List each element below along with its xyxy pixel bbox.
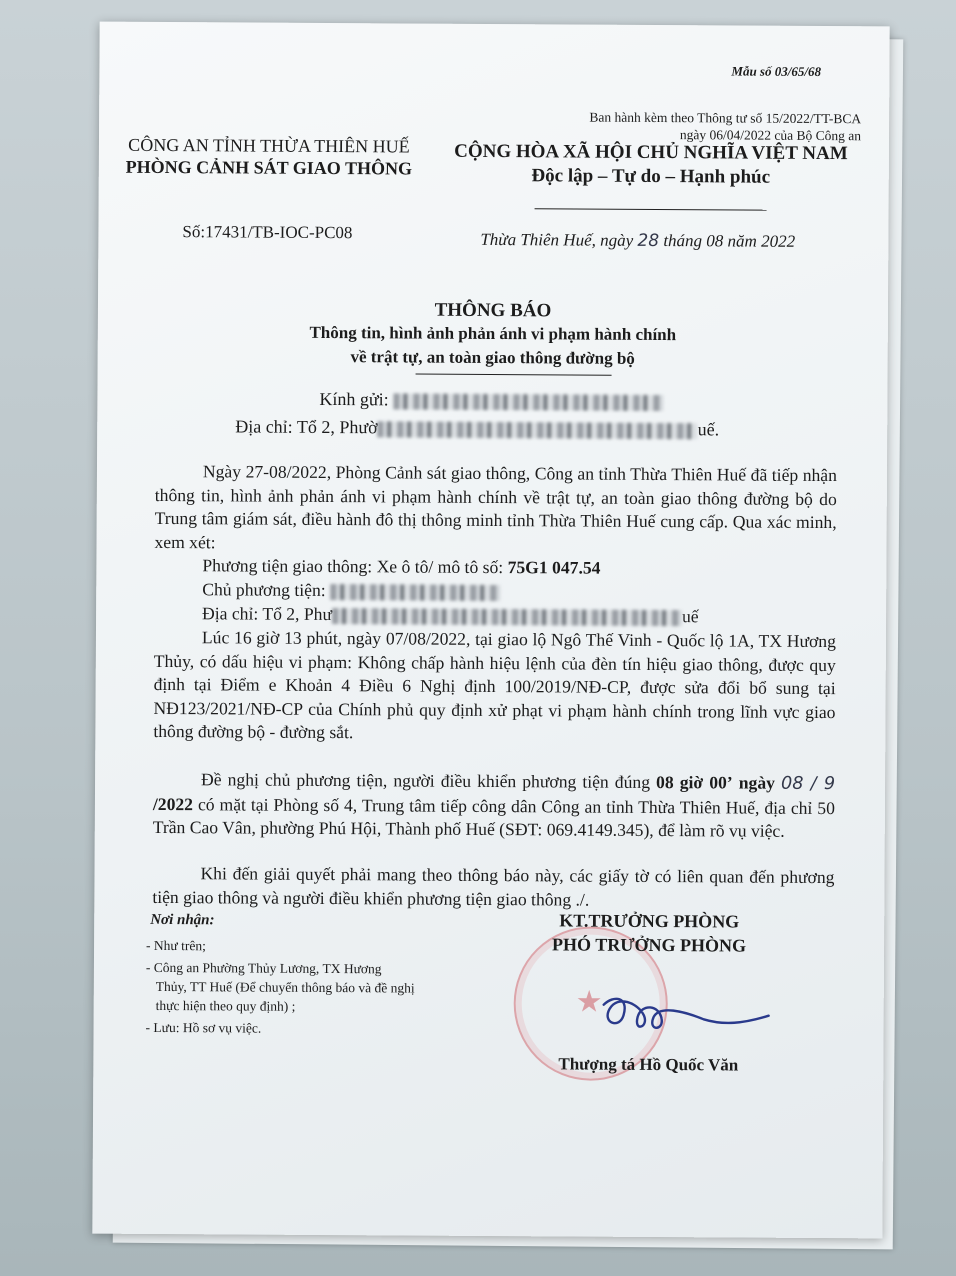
redacted-owner-name	[330, 584, 500, 601]
place-and-date	[480, 230, 795, 252]
recipient-address-line	[235, 416, 719, 440]
recipients-item-3: - Lưu: Hồ sơ vụ việc.	[145, 1019, 262, 1036]
vehicle-line	[202, 554, 600, 580]
motto-underline	[535, 208, 767, 210]
vehicle-plate: 75G1 047.54	[507, 557, 601, 578]
recipients-heading: Nơi nhận:	[150, 911, 215, 929]
form-issue-line-1: Ban hành kèm theo Thông tư số 15/2022/TT-BCA	[589, 109, 862, 127]
owner-address-label: Địa chỉ: Tổ 2, Phư	[202, 603, 333, 625]
request-day-label: ngày	[738, 772, 776, 793]
document-page	[92, 22, 889, 1239]
violation-paragraph: Lúc 16 giờ 13 phút, ngày 07/08/2022, tại giao lộ Ngô Thế Vinh - Quốc lộ 1A, TX Hương Thủy, có dấu hiệu vi phạm: Không chấp hành hiệu lệnh của đèn tín hiệu giao thông, được quy định tại Điểm e Khoản 4 Điều 6 Nghị định 100/2019/NĐ-CP, được sửa đổi bổ sung tại NĐ123/2021/NĐ-CP của Chính phủ quy định xử phạt vi phạm hành chính trong lĩnh vực giao thông đường bộ - đường sắt.	[153, 627, 836, 743]
signature-title	[494, 908, 804, 958]
owner-address-line	[202, 602, 699, 629]
title-underline	[416, 374, 612, 376]
intro-paragraph: Ngày 27-08/2022, Phòng Cảnh sát giao thông, Công an tỉnh Thừa Thiên Huế đã tiếp nhận thông tin, hình ảnh phản ánh vi phạm hành chính về trật tự, an toàn giao thông đường bộ do Trung tâm giám sát, điều hành đô thị thông minh tỉnh Thừa Thiên Huế cung cấp. Qua xác minh, xem xét:	[154, 461, 838, 552]
owner-address-end: uế	[681, 606, 699, 627]
issuing-organization	[99, 134, 439, 180]
closing-paragraph: Khi đến giải quyết phải mang theo thông báo này, các giấy tờ có liên quan đến phương tiện giao thông và người điều khiển phương tiện giao thông ./.	[152, 863, 835, 910]
recipients-item-2b: Thủy, TT Huế (Để chuyển thông báo và đề nghị	[155, 978, 415, 996]
handwritten-request-date: 08 / 9	[780, 773, 836, 795]
recipients-item-1: - Như trên;	[146, 937, 206, 954]
nation-name: CỘNG HÒA XÃ HỘI CHỦ NGHĨA VIỆT NAM	[454, 140, 848, 165]
vehicle-label: Phương tiện giao thông: Xe ô tô/ mô tô số:	[202, 555, 508, 578]
redacted-recipient-name	[393, 393, 663, 411]
document-title: THÔNG BÁO	[434, 299, 552, 322]
document-number: Số:17431/TB-IOC-PC08	[182, 222, 353, 243]
national-motto: Độc lập – Tự do – Hạnh phúc	[531, 165, 771, 188]
request-paragraph	[153, 768, 835, 844]
request-time: 08 giờ 00’	[656, 772, 733, 793]
recipients-item-2a: - Công an Phường Thủy Lương, TX Hương	[145, 959, 382, 977]
recipient-label: Kính gửi:	[319, 388, 389, 410]
seal-star-icon: ★	[575, 985, 603, 1019]
request-year: /2022	[152, 793, 194, 814]
place-date-suffix: tháng 08 năm 2022	[663, 231, 796, 251]
document-subtitle-2: về trật tự, an toàn giao thông đường bộ	[350, 347, 635, 368]
org-line-1: CÔNG AN TỈNH THỪA THIÊN HUẾ	[128, 134, 410, 157]
recipients-item-2c: thực hiện theo quy định) ;	[155, 997, 296, 1014]
place-date-prefix: Thừa Thiên Huế, ngày	[480, 229, 634, 250]
request-text-b: có mặt tại Phòng số 4, Trung tâm tiếp công dân Công an tỉnh Thừa Thiên Huế, địa chỉ 50 Trần Cao Vân, phường Phú Hội, Thành phố Huế (SĐT: 069.4149.345), để làm rõ vụ việc.	[152, 793, 835, 841]
form-issue-line-2: ngày 06/04/2022 của Bộ Công an	[679, 127, 862, 144]
national-heading	[451, 140, 851, 190]
recipient-address-label: Địa chỉ: Tổ 2, Phườ	[235, 416, 378, 438]
org-line-2: PHÒNG CẢNH SÁT GIAO THÔNG	[125, 156, 413, 179]
request-text-a: Đề nghị chủ phương tiện, người điều khiển phương tiện đúng	[201, 769, 657, 793]
recipient-address-end: uế.	[697, 419, 720, 440]
redacted-recipient-address	[378, 421, 698, 439]
owner-label: Chủ phương tiện:	[202, 579, 326, 600]
form-number: Mẫu số 03/65/68	[731, 63, 822, 80]
document-subtitle-1: Thông tin, hình ảnh phản ánh vi phạm hành chính	[309, 322, 677, 345]
redacted-owner-address	[332, 608, 682, 626]
form-issue-note	[541, 108, 861, 144]
signature-title-line-2: PHÓ TRƯỞNG PHÒNG	[552, 934, 747, 956]
owner-line	[202, 578, 500, 603]
recipient-line	[319, 389, 663, 412]
handwritten-day: 28	[637, 230, 660, 252]
signer-name: Thượng tá Hồ Quốc Văn	[558, 1054, 739, 1075]
signature-title-line-1: KT.TRƯỞNG PHÒNG	[559, 910, 740, 932]
handwritten-signature	[593, 975, 783, 1046]
